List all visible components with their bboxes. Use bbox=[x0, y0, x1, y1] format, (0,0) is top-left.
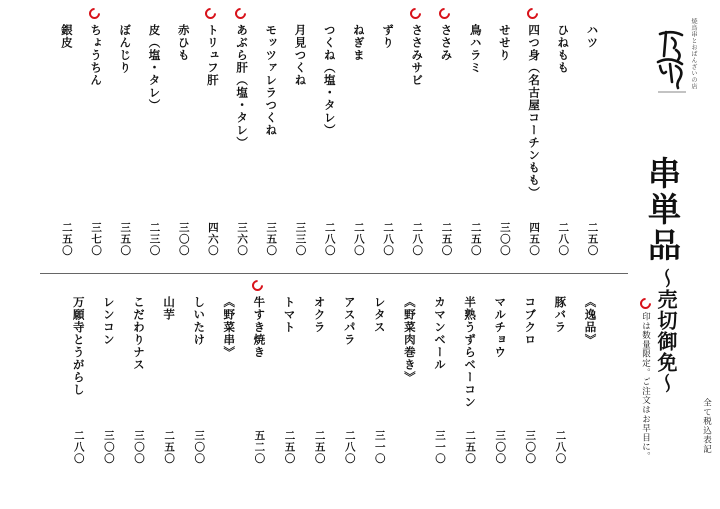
menu-item-price: 二五〇 bbox=[163, 430, 176, 465]
menu-item-name: 《野菜肉巻き》 bbox=[402, 296, 417, 384]
menu-item-price: 三五〇 bbox=[265, 222, 278, 257]
menu-item-price: 三〇〇 bbox=[102, 430, 115, 465]
menu-item-name: あぶら肝（塩・タレ） bbox=[235, 24, 250, 149]
menu-item-name: ひねもも bbox=[556, 24, 571, 74]
menu-item-price: 二八〇 bbox=[352, 222, 365, 257]
menu-item-name: 万願寺とうがらし bbox=[71, 296, 86, 396]
menu-item-price: 五二〇 bbox=[253, 430, 266, 465]
menu-item-price: 二五〇 bbox=[464, 430, 477, 465]
menu-item-price: 二五〇 bbox=[283, 430, 296, 465]
limited-mark-icon bbox=[524, 6, 540, 22]
menu-item-name: トマト bbox=[282, 296, 297, 334]
menu-item-name: 《野菜串》 bbox=[222, 296, 237, 359]
menu-item-name: 皮（塩・タレ） bbox=[147, 24, 162, 112]
menu-item-price: 三一〇 bbox=[373, 430, 386, 465]
menu-item-price: 三七〇 bbox=[90, 222, 103, 257]
limited-mark-icon bbox=[408, 6, 424, 22]
limited-mark-icon bbox=[232, 6, 248, 22]
menu-item-name: しいたけ bbox=[192, 296, 207, 346]
limited-mark-icon bbox=[250, 278, 266, 294]
menu-item-name: レンコン bbox=[101, 296, 116, 346]
menu-item-name: 豚バラ bbox=[553, 296, 568, 334]
menu-item-name: つくね（塩・タレ） bbox=[322, 24, 337, 137]
menu-item-name: レタス bbox=[372, 296, 387, 334]
menu-item-price: 四六〇 bbox=[206, 222, 219, 257]
menu-item-price: 二八〇 bbox=[72, 430, 85, 465]
menu-item-price: 三〇〇 bbox=[133, 430, 145, 465]
tax-note: 全て税込表記 bbox=[701, 398, 712, 454]
menu-item-price: 二五〇 bbox=[586, 222, 599, 257]
menu-item-name: ずり bbox=[381, 24, 396, 49]
limited-mark-icon bbox=[86, 6, 102, 22]
menu-item-name: ささみサビ bbox=[410, 24, 425, 87]
menu-item-name: 銀皮 bbox=[59, 24, 74, 49]
menu-item-price: 三〇〇 bbox=[498, 222, 511, 257]
menu-item-price: 二八〇 bbox=[557, 222, 570, 257]
menu-item-name: オクラ bbox=[312, 296, 327, 334]
menu-item-price: 二八〇 bbox=[411, 222, 424, 257]
menu-item-price: 二八〇 bbox=[554, 430, 567, 465]
menu-item-price: 三〇〇 bbox=[524, 430, 537, 465]
menu-item-price: 三〇〇 bbox=[177, 222, 190, 257]
menu-item-price: 三〇〇 bbox=[494, 430, 507, 465]
menu-item-price: 二五〇 bbox=[469, 222, 482, 257]
menu-item-name: 半熟うずらベーコン bbox=[463, 296, 478, 409]
menu-item-name: ハツ bbox=[585, 24, 600, 49]
menu-item-name: カマンベール bbox=[433, 296, 447, 371]
page-subtitle: 〜売切御免〜 bbox=[654, 268, 678, 394]
menu-item-name: アスパラ bbox=[342, 296, 357, 346]
menu-item-name: ぼんじり bbox=[118, 24, 133, 74]
menu-item-name: 牛すき焼き bbox=[252, 296, 267, 359]
menu-item-price: 三五〇 bbox=[119, 222, 132, 257]
menu-item-name: マルチョウ bbox=[493, 296, 508, 359]
menu-item-name: ちょうちん bbox=[89, 24, 104, 87]
page-title: 串単品 bbox=[643, 156, 682, 264]
menu-item-name: 月見つくね bbox=[293, 24, 308, 87]
menu-item-name: モッツァレラつくね bbox=[264, 24, 279, 137]
menu-item-name: せせり bbox=[497, 24, 512, 62]
limited-note: 印は数量限定。ご注文はお早目に。 bbox=[640, 312, 651, 461]
menu-item-price: 二三〇 bbox=[148, 222, 161, 257]
logo-subtitle: 焼鳥串とおばんざいの店 bbox=[690, 18, 697, 90]
menu-item-price: 三三〇 bbox=[294, 222, 307, 257]
menu-item-name: コブクロ bbox=[523, 296, 538, 346]
menu-item-price: 二八〇 bbox=[382, 222, 395, 257]
menu-item-price: 二八〇 bbox=[343, 430, 356, 465]
menu-item-price: 二五〇 bbox=[440, 222, 453, 257]
menu-item-name: ささみ bbox=[439, 24, 454, 62]
menu-item-name: 《逸品》 bbox=[583, 296, 598, 346]
limited-mark-icon bbox=[437, 6, 453, 22]
menu-item-name: こだわりナス bbox=[132, 296, 146, 371]
section-divider bbox=[40, 273, 628, 274]
menu-item-name: 四つ身（名古屋コーチンもも） bbox=[527, 24, 542, 199]
menu-item-price: 三六〇 bbox=[236, 222, 249, 257]
logo-mark bbox=[652, 26, 692, 96]
menu-item-name: 赤ひも bbox=[176, 24, 191, 62]
menu-item-price: 四五〇 bbox=[528, 222, 541, 257]
menu-item-price: 二五〇 bbox=[60, 222, 73, 257]
limited-mark-icon bbox=[638, 296, 654, 312]
menu-item-price: 二五〇 bbox=[313, 430, 326, 465]
menu-item-name: 山芋 bbox=[162, 296, 177, 321]
limited-mark-icon bbox=[203, 6, 219, 22]
menu-item-name: トリュフ肝 bbox=[205, 24, 220, 87]
menu-item-price: 二八〇 bbox=[323, 222, 336, 257]
menu-item-name: ねぎま bbox=[351, 24, 366, 62]
menu-item-name: 鳥ハラミ bbox=[468, 24, 483, 74]
menu-item-price: 三〇〇 bbox=[193, 430, 206, 465]
menu-item-price: 三一〇 bbox=[434, 430, 446, 465]
